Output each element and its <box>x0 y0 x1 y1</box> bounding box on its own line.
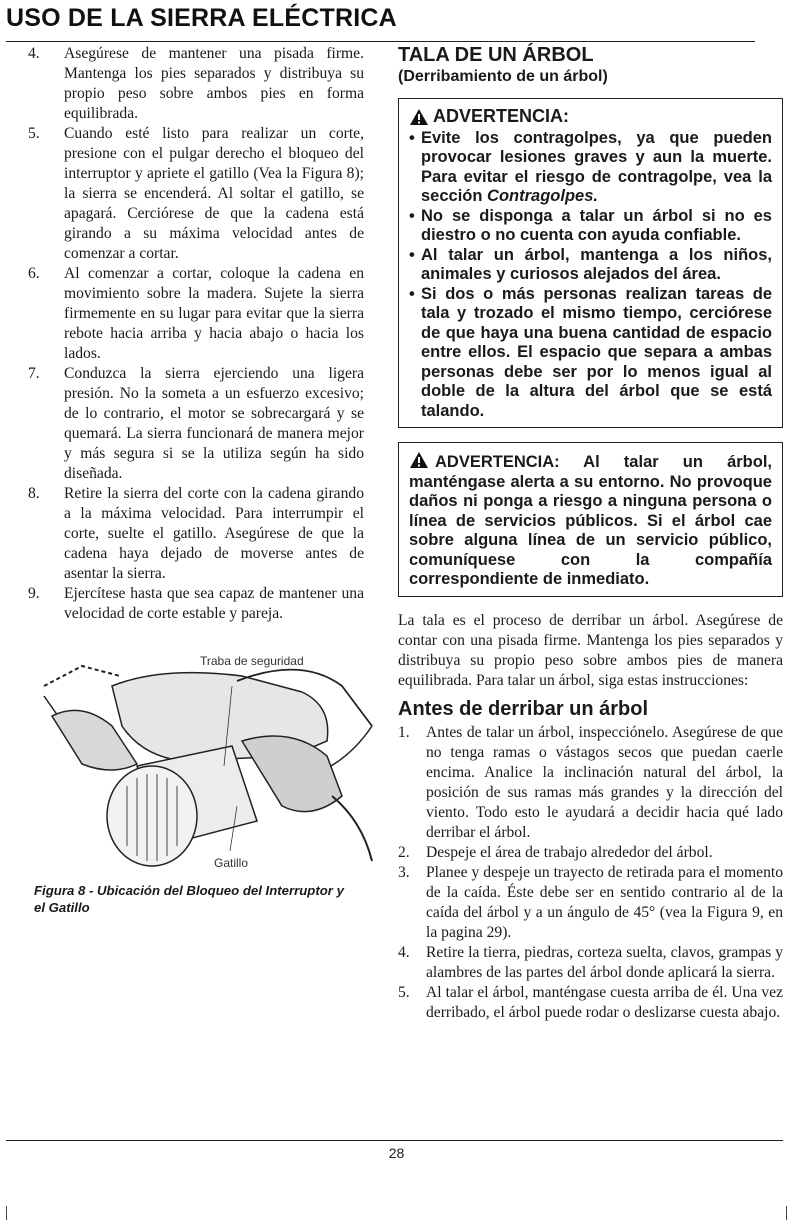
list-item <box>28 584 364 624</box>
step-text: Antes de talar un árbol, inspecciónelo. Asegúrese de que no tenga ramas o vástagos secos que puedan caerle encima. Analice la inclinación natural del árbol, la posición de sus ramas más grandes y la dirección del viento. Todo esto le ayudará a decidir hacia qué lado derribar el árbol. <box>426 723 783 841</box>
figure-caption: Figura 8 - Ubicación del Bloqueo del Interruptor y el Gatillo <box>34 883 344 915</box>
felling-intro-paragraph: La tala es el proceso de derribar un árbol. Asegúrese de contar con una pisada firme. Mantenga los pies separados y distribuya su propio peso sobre ambos pies de manera equilibrada. Para talar un árbol, siga estas instrucciones: <box>398 611 783 689</box>
step-text: Cuando esté listo para realizar un corte, presione con el pulgar derecho el bloqueo del interruptor y apriete el gatillo (Vea la Figura 8); la sierra se encenderá. Al soltar el gatillo, se apagará. Cerciórese de que la cadena está girando a su máxima velocidad antes de comenzar a cortar. <box>64 125 364 262</box>
step-text: Conduzca la sierra ejerciendo una ligera presión. No la someta a un esfuerzo excesivo; de lo contrario, el motor se sobrecargará y se quemará. La sierra funcionará de manera mejor y más segura si se la utiliza según ha sido diseñada. <box>64 365 364 482</box>
step-text: Planee y despeje un trayecto de retirada para el momento de la caída. Éste debe ser en sentido contrario al de la caída del árbol y a un ángulo de 45° (vea la Figura 9, en la pagina 29). <box>426 863 783 941</box>
step-number: 6. <box>28 265 40 282</box>
section-title: TALA DE UN ÁRBOL <box>398 44 594 66</box>
list-item <box>398 723 783 843</box>
warning-box-surroundings <box>398 442 783 597</box>
page-header-title: USO DE LA SIERRA ELÉCTRICA <box>6 4 397 32</box>
warning-triangle-icon <box>409 108 429 126</box>
safety-lock-label: Traba de seguridad <box>200 654 304 668</box>
felling-steps-list <box>398 723 783 1023</box>
warning-text: ADVERTENCIA: Al talar un árbol, manténgase alerta a su entorno. No provoque daños ni ponga a riesgo a ninguna persona o línea de servicios públicos. Si el árbol cae sobre alguna línea de un servicio público, comuníquese con la compañía correspondiente de inmediato. <box>409 453 772 588</box>
step-number: 4. <box>28 45 40 62</box>
crop-mark-right <box>786 1206 787 1220</box>
step-text: Retire la sierra del corte con la cadena girando a la máxima velocidad. Para interrumpir el corte, suelte el gatillo. Asegúrese de que la cadena haya dejado de moverse antes de asentar la sierra. <box>64 485 364 582</box>
left-column <box>28 44 364 916</box>
crop-mark-left <box>6 1206 7 1220</box>
step-number: 9. <box>28 585 40 602</box>
header-divider <box>6 41 755 42</box>
list-item <box>28 484 364 584</box>
right-column <box>398 44 783 1023</box>
step-number: 3. <box>398 863 410 881</box>
list-item <box>28 124 364 264</box>
step-number: 4. <box>398 943 410 961</box>
chainsaw-illustration <box>42 646 382 876</box>
step-text: Ejercítese hasta que sea capaz de mantener una velocidad de corte estable y pareja. <box>64 585 364 622</box>
warning-heading <box>409 107 772 127</box>
step-number: 8. <box>28 485 40 502</box>
list-item <box>398 843 783 863</box>
subsection-heading: Antes de derribar un árbol <box>398 697 649 720</box>
list-item: • No se disponga a talar un árbol si no es diestro o no cuenta con ayuda confiable. <box>409 207 772 246</box>
step-text: Al talar el árbol, manténgase cuesta arriba de él. Una vez derribado, el árbol puede rodar o deslizarse cuesta abajo. <box>426 983 783 1021</box>
list-item <box>409 129 772 207</box>
step-number: 5. <box>28 125 40 142</box>
step-text: Al comenzar a cortar, coloque la cadena en movimiento sobre la madera. Sujete la sierra firmemente en su lugar para evitar que la sierra rebote hacia arriba y hacia abajo o hacia los lados. <box>64 265 364 362</box>
kickback-section-reference: Contragolpes. <box>487 187 598 205</box>
warning-box-kickback <box>398 98 783 428</box>
section-subtitle: (Derribamiento de un árbol) <box>398 68 608 85</box>
warning-bullets <box>409 129 772 422</box>
step-number: 1. <box>398 723 410 741</box>
warning-triangle-icon <box>409 451 429 469</box>
list-item <box>398 863 783 943</box>
step-text: Despeje el área de trabajo alrededor del árbol. <box>426 843 713 861</box>
chainsaw-figure <box>42 646 382 876</box>
list-item: • Al talar un árbol, mantenga a los niños, animales y curiosos alejados del área. <box>409 246 772 285</box>
warning-bullet-text: Evite los contragolpes, ya que pueden provocar lesiones graves y aun la muerte. Para evitar el riesgo de contragolpe, vea la sección <box>421 128 772 205</box>
list-item <box>28 44 364 124</box>
step-text: Asegúrese de mantener una pisada firme. Mantenga los pies separados y distribuya su propio peso sobre ambos pies en forma equilibrada. <box>64 45 364 122</box>
step-number: 7. <box>28 365 40 382</box>
list-item <box>398 983 783 1023</box>
warning-heading-text: ADVERTENCIA: <box>433 106 570 126</box>
footer-divider <box>6 1140 783 1141</box>
trigger-label: Gatillo <box>214 856 249 870</box>
list-item <box>28 364 364 484</box>
step-text: Retire la tierra, piedras, corteza suelta, clavos, grampas y alambres de las partes del árbol donde aplicará la sierra. <box>426 943 783 981</box>
step-number: 5. <box>398 983 410 1001</box>
step-number: 2. <box>398 843 410 861</box>
list-item: • Si dos o más personas realizan tareas de tala y trozado el mismo tiempo, cerciórese de que haya una buena cantidad de espacio entre ellos. El espacio que separa a ambas personas debe ser por lo menos igual al doble de la altura del árbol que se está talando. <box>409 285 772 422</box>
list-item <box>398 943 783 983</box>
page-number: 28 <box>388 1145 405 1161</box>
list-item <box>28 264 364 364</box>
usage-steps-list <box>28 44 364 624</box>
